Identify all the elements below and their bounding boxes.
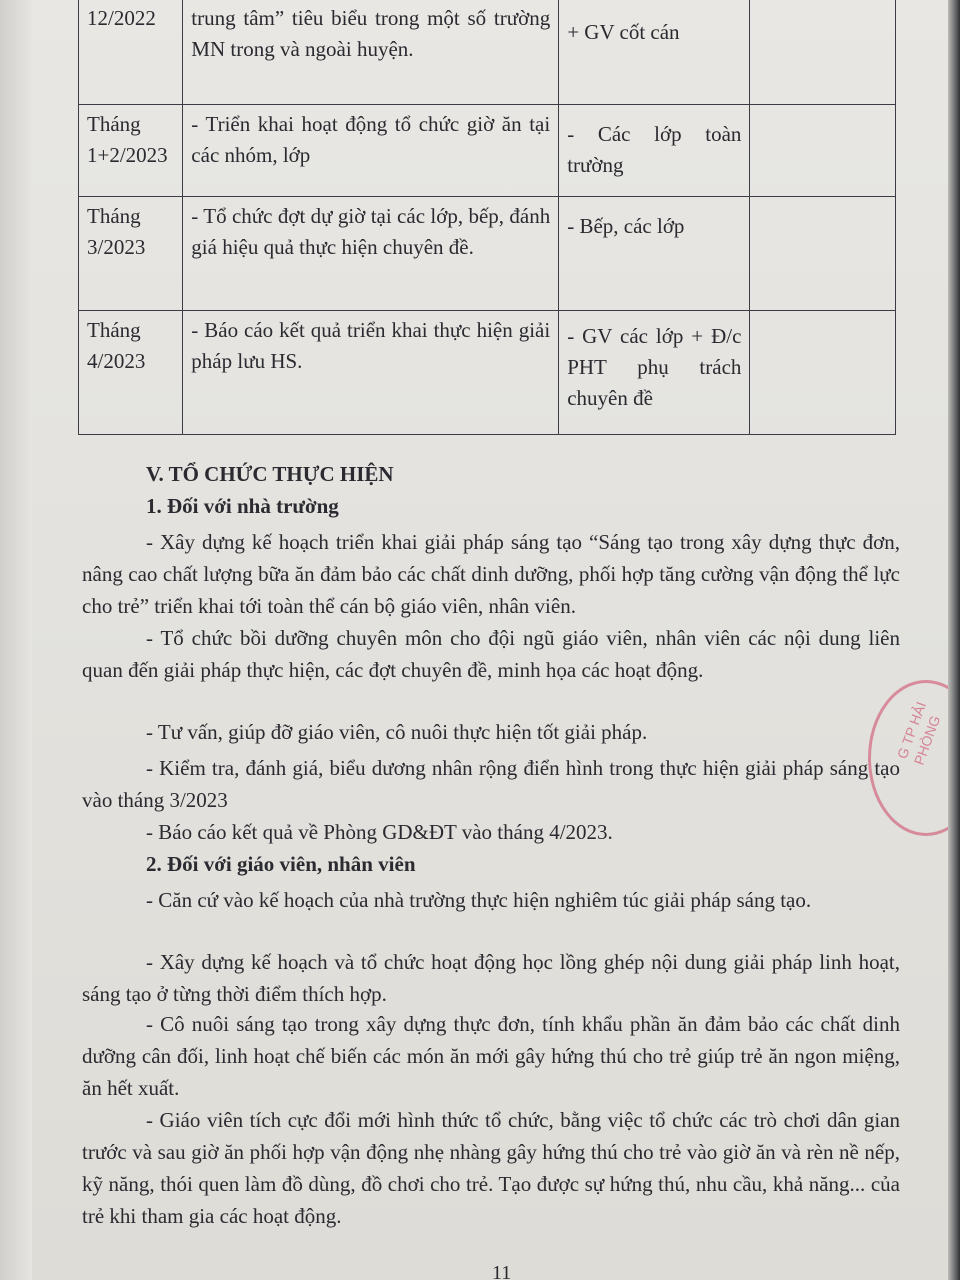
page-binding: [0, 0, 32, 1280]
table-cell-note: [750, 105, 896, 197]
table-cell-time: Tháng 3/2023: [79, 197, 183, 311]
subsection-heading-teachers: 2. Đối với giáo viên, nhân viên: [146, 852, 416, 876]
table-row: [79, 0, 896, 105]
table-row: [79, 105, 896, 197]
table-cell-content: - Triển khai hoạt động tổ chức giờ ăn tại các nhóm, lớp: [183, 105, 559, 197]
paragraph: - Báo cáo kết quả về Phòng GD&ĐT vào tháng 4/2023.: [146, 820, 613, 844]
paragraph: - Cô nuôi sáng tạo trong xây dựng thực đơn, tính khẩu phần ăn đảm bảo các chất dinh dưỡng cân đối, linh hoạt chế biến các món ăn mới gây hứng thú cho trẻ giúp trẻ ăn ngon miệng, ăn hết xuất.: [82, 1012, 900, 1100]
table-cell-note: [750, 311, 896, 435]
table-row: [79, 197, 896, 311]
table-cell-content: - Báo cáo kết quả triển khai thực hiện giải pháp lưu HS.: [183, 311, 559, 435]
paragraph: - Xây dựng kế hoạch triển khai giải pháp sáng tạo “Sáng tạo trong xây dựng thực đơn, nâng cao chất lượng bữa ăn đảm bảo các chất dinh dưỡng, phối hợp tăng cường vận động thể lực cho trẻ” triển khai tới toàn thể cán bộ giáo viên, nhân viên.: [82, 530, 900, 618]
paragraph: - Tư vấn, giúp đỡ giáo viên, cô nuôi thực hiện tốt giải pháp.: [146, 720, 648, 744]
paragraph: - Căn cứ vào kế hoạch của nhà trường thực hiện nghiêm túc giải pháp sáng tạo.: [146, 888, 812, 912]
section-heading: V. TỔ CHỨC THỰC HIỆN: [146, 462, 394, 486]
table-cell-participants: - GV các lớp + Đ/c PHT phụ trách chuyên đề: [559, 311, 750, 435]
plan-table: [78, 0, 896, 435]
table-cell-participants: - Bếp, các lớp: [559, 197, 750, 311]
table-cell-note: [750, 0, 896, 105]
table-cell-time: Tháng 1+2/2023: [79, 105, 183, 197]
page-number: 11: [492, 1262, 512, 1280]
table-cell-participants: + GV cốt cán: [559, 0, 750, 105]
table-cell-content: - Tổ chức đợt dự giờ tại các lớp, bếp, đánh giá hiệu quả thực hiện chuyên đề.: [183, 197, 559, 311]
stamp-lettering: G TP HẢI PHÒNG: [893, 699, 944, 768]
table-cell-note: [750, 197, 896, 311]
table-cell-time: Tháng 4/2023: [79, 311, 183, 435]
table-row: [79, 311, 896, 435]
table-cell-time: 12/2022: [79, 0, 183, 105]
paragraph: - Xây dựng kế hoạch và tổ chức hoạt động học lồng ghép nội dung giải pháp linh hoạt, sáng tạo ở từng thời điểm thích hợp.: [82, 950, 900, 1006]
paragraph: - Giáo viên tích cực đổi mới hình thức tổ chức, bằng việc tổ chức các trò chơi dân gian trước và sau giờ ăn phối hợp vận động nhẹ nhàng gây hứng thú cho trẻ vào giờ ăn và rèn nề nếp, kỹ năng, thói quen làm đồ dùng, đồ chơi cho trẻ. Tạo được sự hứng thú, nhu cầu, khả năng... của trẻ khi tham gia các hoạt động.: [82, 1108, 900, 1228]
page-edge-shadow: [948, 0, 960, 1280]
table-cell-content: trung tâm” tiêu biểu trong một số trường MN trong và ngoài huyện.: [183, 0, 559, 105]
subsection-heading-school: 1. Đối với nhà trường: [146, 494, 339, 518]
paragraph: - Kiểm tra, đánh giá, biểu dương nhân rộng điển hình trong thực hiện giải pháp sáng tạo vào tháng 3/2023: [82, 756, 900, 812]
table-cell-participants: - Các lớp toàn trường: [559, 105, 750, 197]
paragraph: - Tổ chức bồi dưỡng chuyên môn cho đội ngũ giáo viên, nhân viên các nội dung liên quan đến giải pháp thực hiện, các đợt chuyên đề, minh họa các hoạt động.: [82, 626, 900, 682]
